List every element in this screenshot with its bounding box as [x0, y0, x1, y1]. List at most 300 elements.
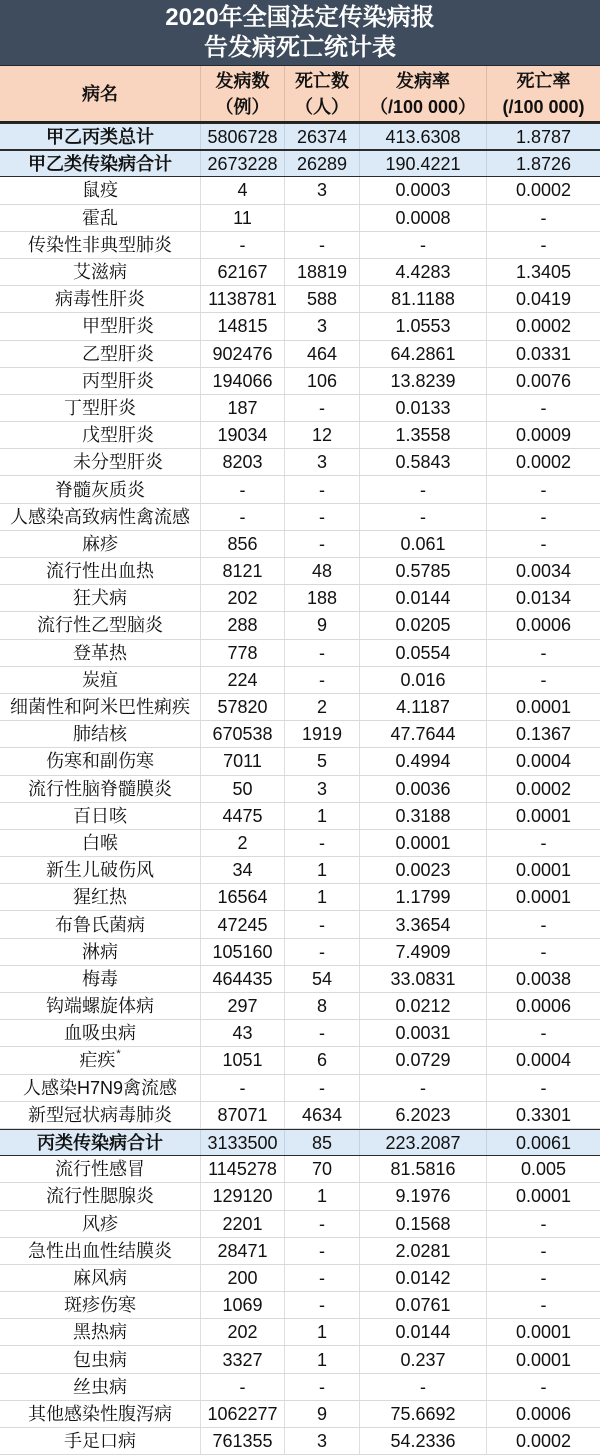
disease-name: 麻风病 — [73, 1267, 127, 1288]
incidence-rate-cell — [360, 1265, 487, 1291]
disease-name: 手足口病 — [64, 1431, 136, 1452]
mortality-rate: - — [540, 533, 547, 554]
death-count-cell — [285, 368, 360, 394]
incidence-rate-cell — [360, 504, 487, 530]
case-count-cell — [201, 259, 285, 285]
case-count-cell — [201, 1292, 285, 1318]
incidence-rate-cell — [360, 1374, 487, 1400]
death-count-cell — [285, 1047, 360, 1073]
incidence-rate: 0.0761 — [395, 1295, 451, 1316]
mortality-rate: - — [540, 1240, 547, 1261]
case-count: 105160 — [212, 941, 273, 962]
disease-name-cell — [0, 205, 201, 231]
case-count-cell — [201, 1265, 285, 1291]
death-count: - — [319, 506, 325, 527]
death-count-cell — [285, 1130, 360, 1155]
case-count-cell — [201, 585, 285, 611]
disease-name-cell — [0, 694, 201, 720]
case-count-cell — [201, 830, 285, 856]
mortality-rate: - — [540, 506, 547, 527]
mortality-rate: - — [540, 941, 547, 962]
case-count: 902476 — [212, 343, 273, 364]
incidence-rate: 75.6692 — [390, 1403, 456, 1424]
column-header-label: 病名 — [82, 83, 118, 104]
death-count-cell — [285, 1156, 360, 1182]
death-count: 3 — [316, 180, 327, 201]
death-count-cell — [285, 884, 360, 910]
incidence-rate-cell — [360, 776, 487, 802]
disease-name-cell — [0, 1183, 201, 1209]
column-header-unit: （例） — [215, 96, 270, 117]
table-row — [0, 395, 600, 422]
disease-name-cell — [0, 1020, 201, 1046]
case-count: 3327 — [222, 1349, 263, 1370]
mortality-rate: 0.1367 — [515, 724, 572, 745]
incidence-rate: 1.0553 — [395, 316, 451, 337]
case-count: 2673228 — [207, 153, 278, 174]
incidence-rate: 0.3188 — [395, 805, 451, 826]
case-count-cell — [201, 558, 285, 584]
case-count: 19034 — [217, 425, 268, 446]
table-row — [0, 966, 600, 993]
incidence-rate-cell — [360, 422, 487, 448]
mortality-rate-cell — [487, 1130, 600, 1155]
table-row — [0, 177, 600, 204]
incidence-rate-cell — [360, 1319, 487, 1345]
death-count: 6 — [316, 1050, 327, 1071]
disease-name-cell — [0, 748, 201, 774]
table-row — [0, 1047, 600, 1074]
table-row — [0, 1319, 600, 1346]
mortality-rate: 0.0006 — [515, 996, 572, 1017]
case-count-cell — [201, 1346, 285, 1372]
table-row — [0, 1346, 600, 1373]
table-row — [0, 558, 600, 585]
incidence-rate: 7.4909 — [395, 941, 451, 962]
incidence-rate: 0.5843 — [395, 452, 451, 473]
disease-name-cell — [0, 803, 201, 829]
mortality-rate: 0.0001 — [515, 697, 572, 718]
disease-name-cell — [0, 776, 201, 802]
table-title-line-1: 2020年全国法定传染病报 — [165, 4, 435, 31]
mortality-rate-cell — [487, 531, 600, 557]
disease-name: 包虫病 — [73, 1349, 127, 1370]
case-count-cell — [201, 124, 285, 149]
case-count: 8121 — [222, 561, 263, 582]
table-row — [0, 993, 600, 1020]
table-row — [0, 1238, 600, 1265]
table-row — [0, 1374, 600, 1401]
mortality-rate: - — [540, 234, 547, 255]
case-count: 57820 — [217, 697, 268, 718]
case-count-cell — [201, 286, 285, 312]
disease-name: 甲乙类传染病合计 — [28, 153, 172, 174]
death-count: 3 — [316, 452, 327, 473]
mortality-rate-cell — [487, 1428, 600, 1454]
incidence-rate: 0.1568 — [395, 1213, 451, 1234]
disease-name-cell — [0, 966, 201, 992]
mortality-rate-cell — [487, 993, 600, 1019]
case-count-cell — [201, 504, 285, 530]
incidence-rate: 0.0003 — [395, 180, 451, 201]
mortality-rate: 1.8726 — [515, 153, 572, 174]
disease-name-cell — [0, 1374, 201, 1400]
mortality-rate: - — [540, 642, 547, 663]
death-count: 85 — [311, 1132, 333, 1153]
case-count: - — [239, 479, 246, 500]
mortality-rate-cell — [487, 1211, 600, 1237]
case-count-cell — [201, 939, 285, 965]
case-count-cell — [201, 993, 285, 1019]
disease-name: 麻疹 — [82, 533, 118, 554]
death-count-cell — [285, 1346, 360, 1372]
incidence-rate-cell — [360, 1047, 487, 1073]
death-count: - — [319, 941, 325, 962]
case-count: - — [239, 1077, 246, 1098]
case-count-cell — [201, 1211, 285, 1237]
case-count: 11 — [233, 207, 252, 228]
death-count: 70 — [311, 1159, 333, 1180]
summary-row — [0, 1129, 600, 1156]
table-row — [0, 341, 600, 368]
death-count-cell — [285, 857, 360, 883]
table-body — [0, 123, 600, 1455]
mortality-rate: - — [540, 914, 547, 935]
disease-name: 丙类传染病合计 — [37, 1132, 163, 1153]
case-count-cell — [201, 884, 285, 910]
disease-name: 急性出血性结膜炎 — [28, 1240, 172, 1261]
disease-name-cell — [0, 1102, 201, 1128]
incidence-rate-cell — [360, 1183, 487, 1209]
incidence-rate-cell — [360, 232, 487, 258]
table-row — [0, 449, 600, 476]
case-count-cell — [201, 1075, 285, 1101]
death-count-cell — [285, 205, 360, 231]
incidence-rate-cell — [360, 1211, 487, 1237]
death-count: 106 — [306, 370, 338, 391]
mortality-rate-cell — [487, 1374, 600, 1400]
mortality-rate: - — [540, 832, 547, 853]
case-count-cell — [201, 531, 285, 557]
table-row — [0, 1428, 600, 1455]
table-row — [0, 313, 600, 340]
death-count-cell — [285, 1428, 360, 1454]
mortality-rate: - — [540, 1077, 547, 1098]
incidence-rate: - — [420, 506, 426, 527]
incidence-rate-cell — [360, 341, 487, 367]
disease-name: 血吸虫病 — [64, 1023, 136, 1044]
case-count: 194066 — [212, 370, 273, 391]
incidence-rate: 0.0205 — [395, 615, 451, 636]
table-row — [0, 422, 600, 449]
case-count: 28471 — [217, 1240, 268, 1261]
case-count: 856 — [227, 533, 258, 554]
disease-name-cell — [0, 721, 201, 747]
case-count: 288 — [227, 615, 258, 636]
mortality-rate: 0.0038 — [515, 968, 572, 989]
death-count-cell — [285, 1020, 360, 1046]
incidence-rate: 0.5785 — [395, 561, 451, 582]
death-count-cell — [285, 830, 360, 856]
incidence-rate: 190.4221 — [385, 153, 461, 174]
case-count-cell — [201, 422, 285, 448]
case-count-cell — [201, 667, 285, 693]
death-count: 588 — [306, 289, 338, 310]
incidence-rate-cell — [360, 259, 487, 285]
death-count: 464 — [306, 343, 338, 364]
death-count-cell — [285, 1265, 360, 1291]
death-count-cell — [285, 395, 360, 421]
death-count: - — [319, 642, 325, 663]
disease-name: 丙型肝炎 — [82, 370, 154, 391]
case-count-cell — [201, 232, 285, 258]
disease-name: 梅毒 — [82, 968, 118, 989]
mortality-rate: 0.0034 — [515, 561, 572, 582]
death-count-cell — [285, 1211, 360, 1237]
mortality-rate-cell — [487, 884, 600, 910]
case-count-cell — [201, 395, 285, 421]
mortality-rate: 0.0004 — [515, 1050, 572, 1071]
death-count: - — [319, 1267, 325, 1288]
mortality-rate-cell — [487, 1183, 600, 1209]
disease-name-cell — [0, 313, 201, 339]
death-count-cell — [285, 694, 360, 720]
incidence-rate: 0.016 — [400, 669, 446, 690]
disease-name: 风疹 — [82, 1213, 118, 1234]
death-count: 9 — [316, 1403, 327, 1424]
disease-name-cell — [0, 939, 201, 965]
incidence-rate: 4.1187 — [396, 697, 450, 718]
death-count: 5 — [316, 751, 327, 772]
death-count-cell — [285, 585, 360, 611]
incidence-rate: 0.061 — [400, 533, 446, 554]
incidence-rate: 3.3654 — [395, 914, 451, 935]
death-count: - — [319, 832, 325, 853]
case-count-cell — [201, 803, 285, 829]
death-count: - — [319, 1213, 325, 1234]
case-count: 87071 — [217, 1104, 268, 1125]
incidence-rate: 1.3558 — [395, 425, 451, 446]
disease-name: 登革热 — [73, 642, 127, 663]
case-count-cell — [201, 1428, 285, 1454]
table-row — [0, 939, 600, 966]
mortality-rate-cell — [487, 1401, 600, 1427]
disease-name: 鼠疫 — [82, 180, 118, 201]
case-count-cell — [201, 313, 285, 339]
disease-name: 白喉 — [82, 832, 118, 853]
disease-name: 其他感染性腹泻病 — [28, 1403, 172, 1424]
disease-name: 新生儿破伤风 — [46, 860, 154, 881]
incidence-rate-cell — [360, 884, 487, 910]
death-count: 26374 — [296, 126, 348, 147]
table-row — [0, 776, 600, 803]
case-count-cell — [201, 1401, 285, 1427]
incidence-rate-cell — [360, 1428, 487, 1454]
mortality-rate-cell — [487, 803, 600, 829]
death-count-cell — [285, 531, 360, 557]
death-count-cell — [285, 721, 360, 747]
incidence-rate-cell — [360, 1102, 487, 1128]
disease-name: 未分型肝炎 — [73, 452, 163, 473]
mortality-rate: - — [540, 1213, 547, 1234]
case-count: 34 — [232, 860, 253, 881]
case-count: 47245 — [217, 914, 268, 935]
mortality-rate-cell — [487, 286, 600, 312]
table-row — [0, 1156, 600, 1183]
incidence-rate-cell — [360, 803, 487, 829]
case-count-cell — [201, 476, 285, 502]
case-count: 50 — [232, 778, 253, 799]
incidence-rate: 81.5816 — [390, 1159, 456, 1180]
disease-name: 流行性出血热 — [46, 561, 154, 582]
table-title — [0, 0, 600, 66]
incidence-rate-cell — [360, 993, 487, 1019]
incidence-rate: 33.0831 — [390, 968, 456, 989]
disease-name: 流行性脑脊髓膜炎 — [28, 778, 172, 799]
table-row — [0, 694, 600, 721]
mortality-rate-cell — [487, 1346, 600, 1372]
mortality-rate: 1.3405 — [515, 262, 572, 283]
death-count: - — [319, 533, 325, 554]
disease-name: 流行性腮腺炎 — [46, 1186, 154, 1207]
case-count: 761355 — [212, 1431, 273, 1452]
disease-name: 流行性感冒 — [55, 1159, 145, 1180]
incidence-rate-cell — [360, 1401, 487, 1427]
table-row — [0, 585, 600, 612]
mortality-rate: - — [540, 1376, 547, 1397]
case-count-cell — [201, 449, 285, 475]
incidence-rate-cell — [360, 911, 487, 937]
case-count-cell — [201, 911, 285, 937]
footnote-mark: * — [116, 1048, 121, 1061]
death-count: 18819 — [296, 262, 348, 283]
disease-name: 狂犬病 — [73, 588, 127, 609]
disease-name-cell — [0, 667, 201, 693]
summary-row — [0, 123, 600, 150]
death-count-cell — [285, 911, 360, 937]
incidence-rate-cell — [360, 1075, 487, 1101]
incidence-rate-cell — [360, 205, 487, 231]
table-row — [0, 504, 600, 531]
death-count: - — [319, 397, 325, 418]
disease-name: 黑热病 — [73, 1322, 127, 1343]
case-count: 1051 — [222, 1050, 263, 1071]
table-row — [0, 612, 600, 639]
case-count-cell — [201, 857, 285, 883]
mortality-rate: - — [540, 397, 547, 418]
mortality-rate: 0.0331 — [515, 343, 572, 364]
disease-name-cell — [0, 259, 201, 285]
case-count-cell — [201, 1102, 285, 1128]
column-header-label: 死亡数 — [295, 70, 349, 91]
incidence-rate-cell — [360, 286, 487, 312]
death-count: 2 — [316, 697, 327, 718]
disease-name-cell — [0, 151, 201, 176]
disease-name: 艾滋病 — [73, 262, 127, 283]
mortality-rate-cell — [487, 177, 600, 203]
mortality-rate-cell — [487, 313, 600, 339]
column-header-deaths — [285, 66, 360, 121]
table-row — [0, 830, 600, 857]
disease-name-cell — [0, 1346, 201, 1372]
case-count: 14815 — [217, 316, 268, 337]
death-count-cell — [285, 232, 360, 258]
death-count-cell — [285, 1319, 360, 1345]
case-count-cell — [201, 612, 285, 638]
incidence-rate-cell — [360, 667, 487, 693]
disease-name: 伤寒和副伤寒 — [46, 751, 154, 772]
case-count-cell — [201, 1156, 285, 1182]
incidence-rate: 0.0031 — [395, 1023, 451, 1044]
incidence-rate-cell — [360, 531, 487, 557]
disease-name-cell — [0, 531, 201, 557]
incidence-rate: 0.0144 — [395, 588, 451, 609]
column-header-unit: (/100 000) — [502, 96, 585, 117]
incidence-rate-cell — [360, 748, 487, 774]
column-header-label: 发病率 — [396, 70, 450, 91]
mortality-rate-cell — [487, 911, 600, 937]
mortality-rate-cell — [487, 694, 600, 720]
table-row — [0, 721, 600, 748]
disease-name-cell — [0, 1047, 201, 1073]
mortality-rate: - — [540, 1267, 547, 1288]
death-count: - — [319, 1376, 325, 1397]
death-count: 9 — [316, 615, 327, 636]
case-count: 7011 — [223, 751, 262, 772]
case-count: 670538 — [212, 724, 273, 745]
column-header-label: 死亡率 — [516, 70, 571, 91]
table-row — [0, 1401, 600, 1428]
mortality-rate-cell — [487, 1265, 600, 1291]
mortality-rate-cell — [487, 259, 600, 285]
death-count: 1 — [316, 1349, 327, 1370]
disease-name-cell — [0, 286, 201, 312]
column-header-unit: （/100 000） — [369, 96, 477, 117]
disease-name: 脊髓灰质炎 — [55, 479, 145, 500]
mortality-rate-cell — [487, 1102, 600, 1128]
death-count: - — [319, 669, 325, 690]
disease-name: 钩端螺旋体病 — [46, 996, 154, 1017]
mortality-rate-cell — [487, 449, 600, 475]
death-count-cell — [285, 286, 360, 312]
table-row — [0, 911, 600, 938]
disease-name: 丁型肝炎 — [64, 397, 136, 418]
death-count: 8 — [316, 996, 327, 1017]
incidence-rate-cell — [360, 1020, 487, 1046]
mortality-rate-cell — [487, 124, 600, 149]
case-count: 297 — [227, 996, 258, 1017]
death-count: 1 — [316, 887, 327, 908]
disease-name: 传染性非典型肺炎 — [28, 234, 172, 255]
death-count: 26289 — [296, 153, 348, 174]
table-row — [0, 884, 600, 911]
incidence-rate: 0.0729 — [395, 1050, 451, 1071]
disease-name-cell — [0, 1211, 201, 1237]
disease-name-cell — [0, 1401, 201, 1427]
death-count-cell — [285, 748, 360, 774]
disease-name-cell — [0, 585, 201, 611]
incidence-rate: 13.8239 — [390, 370, 456, 391]
death-count-cell — [285, 558, 360, 584]
death-count-cell — [285, 966, 360, 992]
death-count-cell — [285, 803, 360, 829]
case-count: 16564 — [217, 887, 268, 908]
mortality-rate: 0.0002 — [515, 1431, 572, 1452]
mortality-rate-cell — [487, 422, 600, 448]
incidence-rate: 0.0554 — [395, 642, 451, 663]
disease-name-cell — [0, 558, 201, 584]
disease-name-cell — [0, 232, 201, 258]
